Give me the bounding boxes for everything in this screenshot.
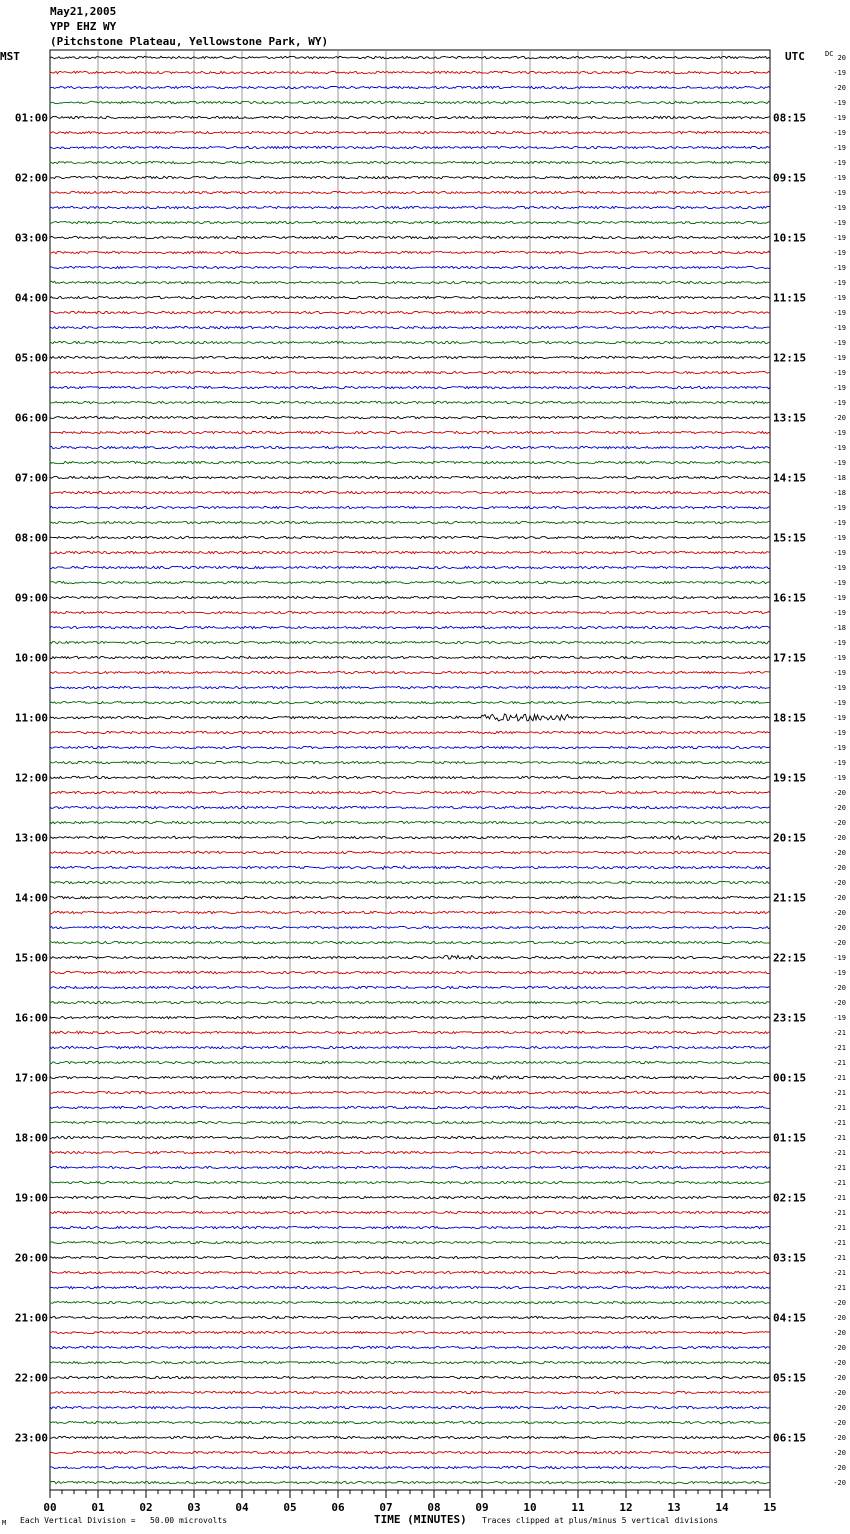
dc-offset-label: -18 [833,474,846,482]
dc-offset-label: -21 [833,1059,846,1067]
dc-offset-label: -20 [833,894,846,902]
dc-offset-label: -19 [833,234,846,242]
dc-offset-label: -18 [833,489,846,497]
clip-note: Traces clipped at plus/minus 5 vertical divisions [482,1516,719,1525]
dc-offset-label: -19 [833,564,846,572]
trace-line [50,371,770,373]
trace-line [50,806,770,808]
trace-line [50,101,770,103]
dc-offset-label: -20 [833,984,846,992]
trace-line [50,1196,770,1198]
dc-offset-label: -21 [833,1029,846,1037]
trace-line [50,1106,770,1108]
trace-line [50,356,770,358]
dc-label: DC [825,50,834,58]
trace-line [50,1256,770,1258]
hour-label-left: 17:00 [14,1071,48,1085]
dc-offset-label: -20 [833,1389,846,1397]
trace-line [50,311,770,313]
hour-label-right: 01:15 [773,1131,807,1145]
trace-line [50,1286,770,1288]
x-tick-label: 13 [667,1501,681,1514]
dc-offset-label: -20 [833,1449,846,1457]
trace-line [50,1271,770,1273]
dc-offset-label: -19 [833,534,846,542]
dc-offset-label: -21 [833,1119,846,1127]
utc-label: UTC [785,50,805,63]
trace-line [50,1061,770,1063]
dc-offset-label: -20 [833,1314,846,1322]
dc-offset-label: -19 [833,594,846,602]
dc-offset-label: -19 [833,699,846,707]
dc-offset-label: -19 [833,609,846,617]
x-tick-label: 07 [379,1501,393,1514]
dc-offset-label: -21 [833,1089,846,1097]
dc-offset-label: -20 [833,1404,846,1412]
dc-offset-label: -21 [833,1044,846,1052]
x-tick-label: 08 [427,1501,441,1514]
hour-label-left: 10:00 [14,651,48,665]
x-axis-label: TIME (MINUTES) [374,1513,467,1526]
x-tick-label: 01 [91,1501,105,1514]
hour-label-right: 04:15 [773,1311,807,1325]
dc-offset-label: -20 [833,819,846,827]
dc-offset-label: -20 [833,909,846,917]
trace-line [50,1316,770,1318]
dc-offset-label: -20 [833,1299,846,1307]
dc-offset-label: -19 [833,774,846,782]
dc-offset-label: -19 [833,99,846,107]
trace-line [50,1016,770,1018]
hour-label-right: 23:15 [773,1011,807,1025]
trace-line [50,626,770,628]
dc-offset-label: -19 [833,954,846,962]
dc-offset-label: -20 [833,414,846,422]
trace-line [50,521,770,523]
hour-label-left: 06:00 [14,411,48,425]
dc-offset-label: -20 [833,1344,846,1352]
hour-label-left: 11:00 [14,711,48,725]
hour-label-right: 08:15 [773,111,807,125]
hour-label-left: 23:00 [14,1431,48,1445]
trace-line [50,131,770,133]
dc-offset-label: -19 [833,399,846,407]
x-tick-label: 11 [571,1501,585,1514]
x-tick-label: 05 [283,1501,297,1514]
trace-line [50,896,770,898]
trace-line [50,206,770,208]
date-title: May21,2005 [50,5,117,18]
trace-line [50,491,770,493]
dc-offset-label: -20 [833,1434,846,1442]
dc-offset-label: -19 [833,309,846,317]
dc-offset-label: -19 [833,579,846,587]
dc-offset-label: -20 [833,789,846,797]
dc-offset-label: -21 [833,1269,846,1277]
trace-line [50,1436,770,1438]
trace-line [50,714,770,721]
dc-offset-label: -19 [833,684,846,692]
dc-offset-label: -20 [833,804,846,812]
trace-line [50,221,770,223]
hour-label-left: 04:00 [14,291,48,305]
hour-label-left: 05:00 [14,351,48,365]
trace-line [50,1166,770,1168]
dc-offset-label: -18 [833,624,846,632]
dc-offset-label: -19 [833,519,846,527]
dc-offset-label: -19 [833,204,846,212]
trace-line [50,1391,770,1393]
trace-line [50,701,770,703]
x-tick-label: 03 [187,1501,201,1514]
hour-label-right: 18:15 [773,711,807,725]
dc-offset-label: -21 [833,1254,846,1262]
trace-line [50,1151,770,1153]
hour-label-left: 07:00 [14,471,48,485]
trace-line [50,746,770,748]
trace-line [50,536,770,538]
hour-label-right: 15:15 [773,531,807,545]
trace-line [50,416,770,418]
dc-offset-label: -19 [833,714,846,722]
hour-label-right: 11:15 [773,291,807,305]
hour-label-right: 00:15 [773,1071,807,1085]
hour-label-left: 21:00 [14,1311,48,1325]
dc-offset-label: -19 [833,114,846,122]
corner-mark: M [2,1519,7,1527]
dc-offset-label: -19 [833,669,846,677]
trace-line [50,86,770,88]
trace-line [50,821,770,823]
trace-line [50,596,770,598]
dc-offset-label: -19 [833,759,846,767]
dc-offset-label: -19 [833,294,846,302]
x-tick-label: 12 [619,1501,633,1514]
dc-offset-label: -21 [833,1209,846,1217]
trace-line [50,236,770,238]
x-tick-label: 06 [331,1501,345,1514]
dc-offset-label: -20 [833,849,846,857]
scale-note: Each Vertical Division = 50.00 microvolts [20,1516,228,1525]
trace-line [50,1136,770,1138]
trace-line [50,1376,770,1378]
trace-line [50,1331,770,1333]
trace-line [50,761,770,763]
dc-offset-label: -19 [833,504,846,512]
trace-line [50,506,770,508]
trace-line [50,1361,770,1363]
trace-line [50,881,770,883]
trace-line [50,1121,770,1123]
hour-label-right: 16:15 [773,591,807,605]
trace-line [50,641,770,643]
dc-offset-label: -20 [833,879,846,887]
dc-offset-label: -19 [833,69,846,77]
hour-label-right: 21:15 [773,891,807,905]
trace-line [50,955,770,959]
x-tick-label: 04 [235,1501,249,1514]
trace-line [50,326,770,328]
hour-label-right: 03:15 [773,1251,807,1265]
x-tick-label: 10 [523,1501,537,1514]
trace-line [50,866,770,870]
dc-offset-label: -20 [833,864,846,872]
trace-line [50,431,770,433]
trace-line [50,1211,770,1213]
trace-line [50,971,770,973]
x-tick-label: 14 [715,1501,729,1514]
dc-offset-label: -19 [833,324,846,332]
dc-offset-label: -20 [833,1479,846,1487]
trace-line [50,251,770,253]
hour-label-right: 05:15 [773,1371,807,1385]
hour-label-left: 22:00 [14,1371,48,1385]
trace-line [50,71,770,73]
trace-line [50,1076,770,1079]
trace-line [50,161,770,163]
dc-offset-label: -19 [833,189,846,197]
dc-offset-label: -19 [833,429,846,437]
trace-line [50,56,770,58]
dc-offset-label: -19 [833,969,846,977]
trace-line [50,941,770,943]
hour-label-left: 08:00 [14,531,48,545]
x-tick-label: 02 [139,1501,153,1514]
trace-line [50,551,770,553]
dc-offset-label: -21 [833,1134,846,1142]
trace-line [50,281,770,283]
hour-label-left: 01:00 [14,111,48,125]
dc-offset-label: -20 [833,924,846,932]
trace-line [50,1421,770,1423]
hour-label-left: 20:00 [14,1251,48,1265]
hour-label-right: 17:15 [773,651,807,665]
hour-label-left: 02:00 [14,171,48,185]
dc-offset-label: -21 [833,1194,846,1202]
trace-line [50,1031,770,1033]
dc-offset-label: -19 [833,339,846,347]
dc-offset-label: -19 [833,654,846,662]
dc-offset-label: -19 [833,639,846,647]
dc-offset-label: -20 [833,1464,846,1472]
trace-line [50,911,770,913]
trace-line [50,1181,770,1183]
dc-offset-label: -19 [833,459,846,467]
trace-line [50,851,770,853]
hour-label-right: 19:15 [773,771,807,785]
dc-offset-label: -19 [833,729,846,737]
trace-line [50,1001,770,1003]
dc-offset-label: -21 [833,1149,846,1157]
dc-offset-label: -21 [833,1164,846,1172]
trace-line [50,776,770,778]
dc-offset-label: -20 [833,999,846,1007]
trace-line [50,461,770,463]
x-tick-label: 15 [763,1501,777,1514]
hour-label-left: 19:00 [14,1191,48,1205]
trace-line [50,671,770,673]
x-tick-label: 00 [43,1501,57,1514]
trace-line [50,731,770,733]
dc-offset-label: -20 [833,1359,846,1367]
hour-label-left: 15:00 [14,951,48,965]
dc-offset-label: -20 [833,1419,846,1427]
hour-label-left: 16:00 [14,1011,48,1025]
dc-offset-label: -21 [833,1104,846,1112]
hour-label-left: 12:00 [14,771,48,785]
trace-line [50,401,770,403]
hour-label-right: 22:15 [773,951,807,965]
hour-label-left: 18:00 [14,1131,48,1145]
trace-line [50,686,770,688]
trace-line [50,176,770,178]
trace-line [50,581,770,583]
hour-label-right: 20:15 [773,831,807,845]
trace-line [50,191,770,193]
dc-offset-label: -19 [833,1014,846,1022]
dc-offset-label: -21 [833,1239,846,1247]
trace-line [50,1091,770,1093]
dc-offset-label: -19 [833,264,846,272]
hour-label-left: 13:00 [14,831,48,845]
station-title: YPP EHZ WY [50,20,117,33]
trace-line [50,1301,770,1303]
trace-line [50,386,770,388]
dc-offset-label: -19 [833,549,846,557]
dc-offset-label: -19 [833,369,846,377]
trace-line [50,1226,770,1228]
hour-label-right: 02:15 [773,1191,807,1205]
trace-line [50,611,770,613]
mst-label: MST [0,50,20,63]
trace-line [50,296,770,298]
trace-line [50,986,770,988]
trace-line [50,656,770,658]
dc-offset-label: -21 [833,1284,846,1292]
trace-line [50,146,770,148]
trace-line [50,476,770,478]
dc-offset-label: -19 [833,279,846,287]
dc-offset-label: 20 [837,54,846,62]
dc-offset-label: -21 [833,1224,846,1232]
trace-line [50,1481,770,1483]
dc-offset-label: -20 [833,84,846,92]
trace-line [50,836,770,840]
trace-line [50,1346,770,1348]
dc-offset-label: -19 [833,129,846,137]
trace-line [50,341,770,343]
trace-line [50,791,770,793]
hour-label-right: 06:15 [773,1431,807,1445]
trace-line [50,116,770,118]
dc-offset-label: -19 [833,159,846,167]
dc-offset-label: -21 [833,1074,846,1082]
trace-line [50,926,770,928]
hour-label-right: 13:15 [773,411,807,425]
dc-offset-label: -19 [833,744,846,752]
dc-offset-label: -19 [833,354,846,362]
trace-line [50,1046,770,1048]
trace-line [50,1466,770,1468]
dc-offset-label: -20 [833,939,846,947]
hour-label-right: 14:15 [773,471,807,485]
trace-line [50,1241,770,1243]
dc-offset-label: -20 [833,834,846,842]
dc-offset-label: -19 [833,249,846,257]
hour-label-right: 09:15 [773,171,807,185]
trace-line [50,446,770,448]
dc-offset-label: -20 [833,1329,846,1337]
dc-offset-label: -21 [833,1179,846,1187]
dc-offset-label: -19 [833,174,846,182]
x-tick-label: 09 [475,1501,489,1514]
trace-line [50,1451,770,1453]
hour-label-left: 14:00 [14,891,48,905]
dc-offset-label: -19 [833,384,846,392]
location-title: (Pitchstone Plateau, Yellowstone Park, WY) [50,35,329,48]
hour-label-right: 12:15 [773,351,807,365]
trace-line [50,566,770,568]
hour-label-left: 03:00 [14,231,48,245]
dc-offset-label: -19 [833,219,846,227]
dc-offset-label: -20 [833,1374,846,1382]
dc-offset-label: -19 [833,444,846,452]
trace-line [50,266,770,268]
hour-label-right: 10:15 [773,231,807,245]
trace-line [50,1406,770,1408]
dc-offset-label: -19 [833,144,846,152]
hour-label-left: 09:00 [14,591,48,605]
